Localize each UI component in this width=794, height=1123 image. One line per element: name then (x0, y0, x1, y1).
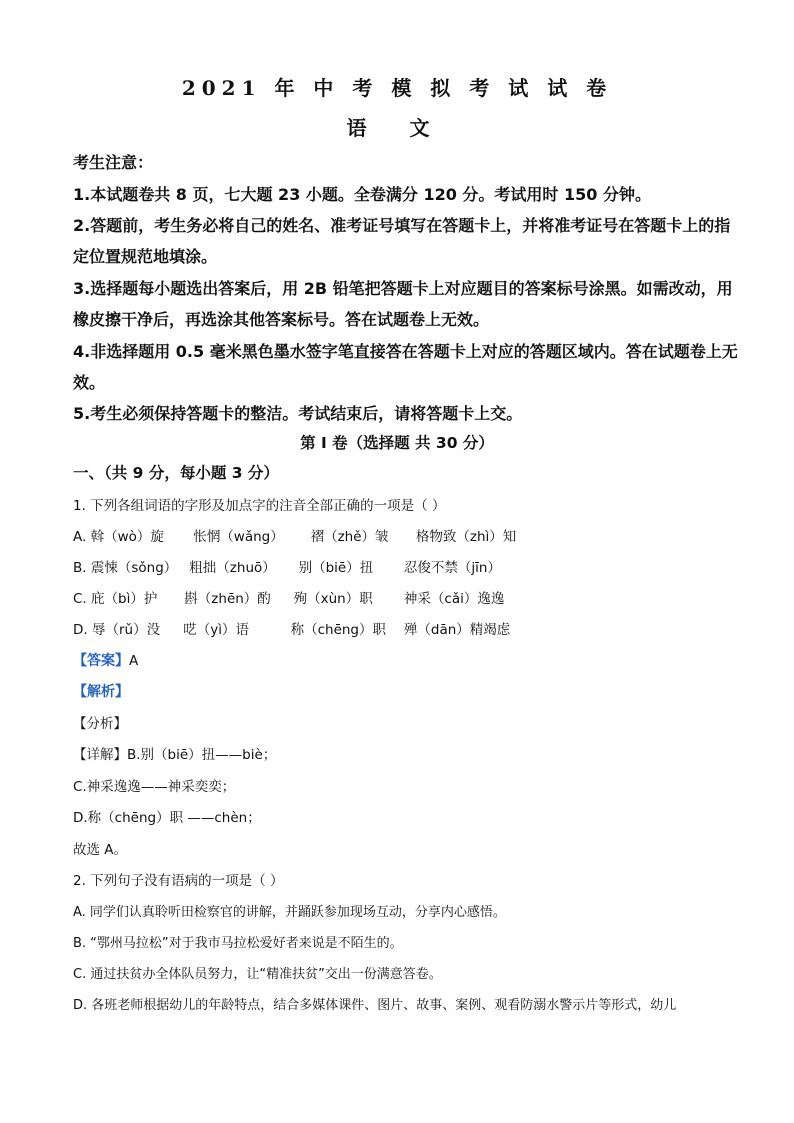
question-1-option-a (73, 525, 516, 545)
option-item: 殉（xùn）职 (293, 591, 373, 607)
detail-line: C.神采逸逸——神采奕奕； (73, 779, 236, 795)
question-2-option-a: A. 同学们认真聆听田检察官的讲解，并踊跃参加现场互动，分享内心感悟。 (73, 905, 506, 920)
detail-text: B.别（biē）扭——biè； (127, 747, 277, 763)
detail-line: D.称（chēng）职 ——chèn； (73, 810, 261, 826)
notice-line: 4.非选择题用 0.5 毫米黑色墨水签字笔直接答在答题卡上对应的答题区域内。答在试题卷上无 (73, 342, 738, 361)
option-item: D. 辱（rǔ）没 (73, 622, 161, 638)
question-1-option-c (73, 587, 504, 607)
section-heading: 一、（共 9 分，每小题 3 分） (73, 464, 279, 482)
option-item: C. 庇（bì）护 (73, 591, 158, 607)
option-item: 格物致（zhì）知 (415, 529, 517, 545)
notice-heading: 考生注意： (73, 153, 154, 172)
notice-line: 3.选择题每小题选出答案后，用 2B 铅笔把答题卡上对应题目的答案标号涂黑。如需改动，用 (73, 279, 733, 298)
option-item: 斟（zhēn）酌 (184, 591, 271, 607)
part-heading: 第 I 卷（选择题 共 30 分） (300, 434, 494, 452)
detail-line (73, 743, 276, 763)
question-2-option-c: C. 通过扶贫办全体队员努力，让“精准扶贫”交出一份满意答卷。 (73, 967, 442, 982)
notice-line: 效。 (73, 373, 106, 392)
fenxi-label: 【分析】 (73, 716, 127, 732)
question-1-option-d (73, 618, 510, 638)
question-2-option-d: D. 各班老师根据幼儿的年龄特点，结合多媒体课件、图片、故事、案例、观看防溺水警示片等形式，幼儿 (73, 998, 677, 1013)
option-item: 褶（zhě）皱 (310, 529, 389, 545)
detail-line: 故选 A。 (73, 842, 128, 858)
analysis-label: 【解析】 (73, 684, 129, 700)
notice-line: 5.考生必须保持答题卡的整洁。考试结束后，请将答题卡上交。 (73, 404, 523, 423)
option-item: 称（chēng）职 (290, 622, 387, 638)
notice-line: 定位置规范地填涂。 (73, 247, 218, 266)
option-item: A. 斡（wò）旋 (73, 529, 164, 545)
option-item: 忍俊不禁（jīn） (403, 560, 501, 576)
notice-line: 橡皮擦干净后，再选涂其他答案标号。答在试题卷上无效。 (73, 310, 490, 329)
option-item: 神采（cǎi）逸逸 (403, 591, 505, 607)
exam-title: 2021 年 中 考 模 拟 考 试 试 卷 (181, 76, 613, 100)
subject-title: 语 文 (346, 116, 448, 140)
detail-label: 【详解】 (73, 747, 127, 763)
answer-line (73, 650, 138, 670)
answer-value: A (129, 653, 139, 669)
option-item: B. 震悚（sǒng） (73, 560, 178, 576)
option-item: 别（biē）扭 (298, 560, 374, 576)
question-1-option-b (73, 556, 501, 576)
option-item: 呓（yì）语 (183, 622, 250, 638)
option-item: 殚（dān）精竭虑 (403, 622, 511, 638)
notice-line: 2.答题前，考生务必将自己的姓名、准考证号填写在答题卡上，并将准考证号在答题卡上的指 (73, 216, 731, 235)
answer-label: 【答案】 (73, 653, 129, 669)
question-1-stem: 1. 下列各组词语的字形及加点字的注音全部正确的一项是（ ） (73, 498, 446, 514)
option-item: 粗拙（zhuō） (189, 560, 276, 576)
question-2-option-b: B. “鄂州马拉松”对于我市马拉松爱好者来说是不陌生的。 (73, 936, 403, 951)
notice-line: 1.本试题卷共 8 页，七大题 23 小题。全卷满分 120 分。考试用时 150 分钟。 (73, 185, 651, 204)
option-item: 怅惘（wǎng） (193, 529, 284, 545)
question-2-stem: 2. 下列句子没有语病的一项是（ ） (73, 873, 284, 889)
